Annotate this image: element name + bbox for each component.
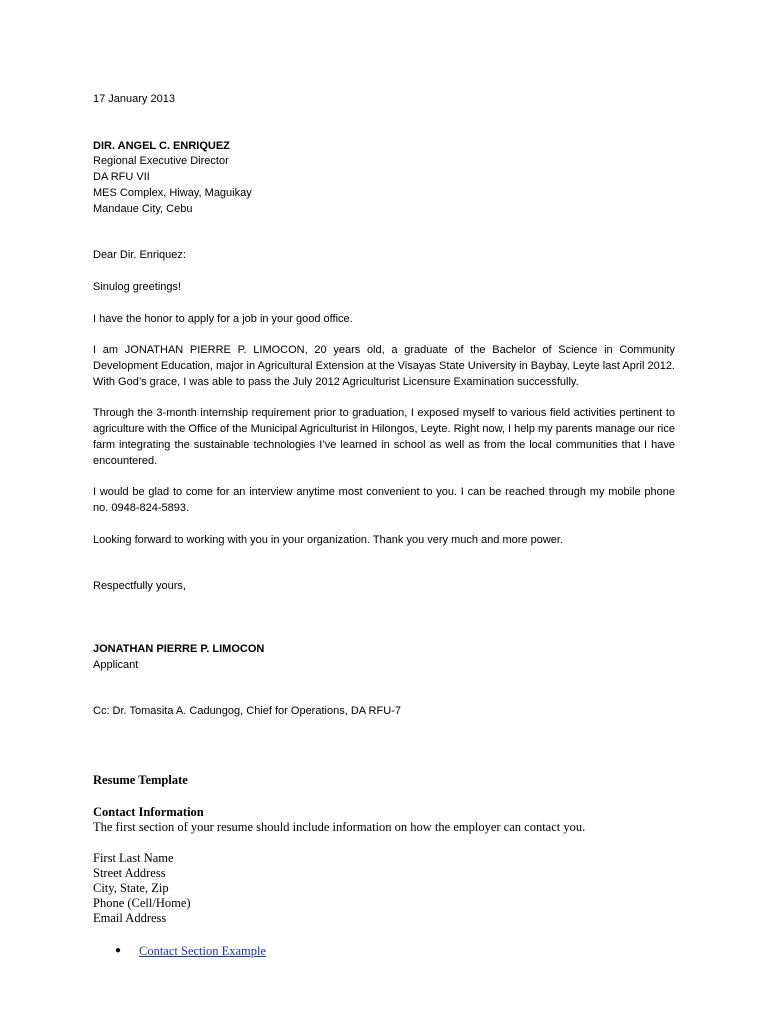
recipient-block <box>93 139 675 218</box>
contact-line-email: Email Address <box>93 910 167 925</box>
closing: Respectfully yours, <box>93 580 186 593</box>
contact-lines <box>93 851 693 925</box>
contact-line-city: City, State, Zip <box>93 880 169 895</box>
cc-line: Cc: Dr. Tomasita A. Cadungog, Chief for Operations, DA RFU-7 <box>93 705 401 718</box>
contact-section-description: The first section of your resume should include information on how the employer can contact you. <box>93 819 586 834</box>
contact-line-phone: Phone (Cell/Home) <box>93 895 191 910</box>
list-item <box>93 944 693 959</box>
recipient-address-line1: MES Complex, Hiway, Maguikay <box>93 186 252 199</box>
signer-name: JONATHAN PIERRE P. LIMOCON <box>93 643 265 656</box>
recipient-name: DIR. ANGEL C. ENRIQUEZ <box>93 139 230 152</box>
recipient-address-line2: Mandaue City, Cebu <box>93 202 193 215</box>
greeting: Sinulog greetings! <box>93 280 182 293</box>
signer-role: Applicant <box>93 658 139 671</box>
contact-section-example-link[interactable]: Contact Section Example <box>139 944 267 959</box>
resume-links-list <box>93 944 693 959</box>
resume-section <box>93 773 693 959</box>
cover-letter <box>93 92 675 720</box>
bullet-icon: ● <box>115 945 122 957</box>
paragraph-background: I am JONATHAN PIERRE P. LIMOCON, 20 years old, a graduate of the Bachelor of Science in Community Development Education, major in Agricultural Extension at the Visayas State University in Baybay, Leyte last April 2012. With God’s grace, I was able to pass the July 2012 Agriculturist Licensure Examination successfully. <box>93 344 675 388</box>
paragraph-experience: Through the 3-month internship requirement prior to graduation, I exposed myself to various field activities pertinent to agriculture with the Office of the Municipal Agriculturist in Hilongos, Leyte. Right now, I help my parents manage our rice farm integrating the sustainable technologies I’ve learned in school as well as from the local communities that I have encountered. <box>93 407 675 467</box>
recipient-office: DA RFU VII <box>93 171 150 184</box>
contact-line-name: First Last Name <box>93 851 174 866</box>
contact-section-heading: Contact Information <box>93 804 204 819</box>
paragraph-intro: I have the honor to apply for a job in your good office. <box>93 312 353 325</box>
contact-line-street: Street Address <box>93 866 166 881</box>
paragraph-interview: I would be glad to come for an interview anytime most convenient to you. I can be reached through my mobile phone no. 0948-824-5893. <box>93 486 675 514</box>
resume-title: Resume Template <box>93 773 188 787</box>
paragraph-closing-remark: Looking forward to working with you in your organization. Thank you very much and more power. <box>93 533 563 546</box>
salutation: Dear Dir. Enriquez: <box>93 249 186 262</box>
recipient-title: Regional Executive Director <box>93 155 229 168</box>
letter-date: 17 January 2013 <box>93 93 175 105</box>
